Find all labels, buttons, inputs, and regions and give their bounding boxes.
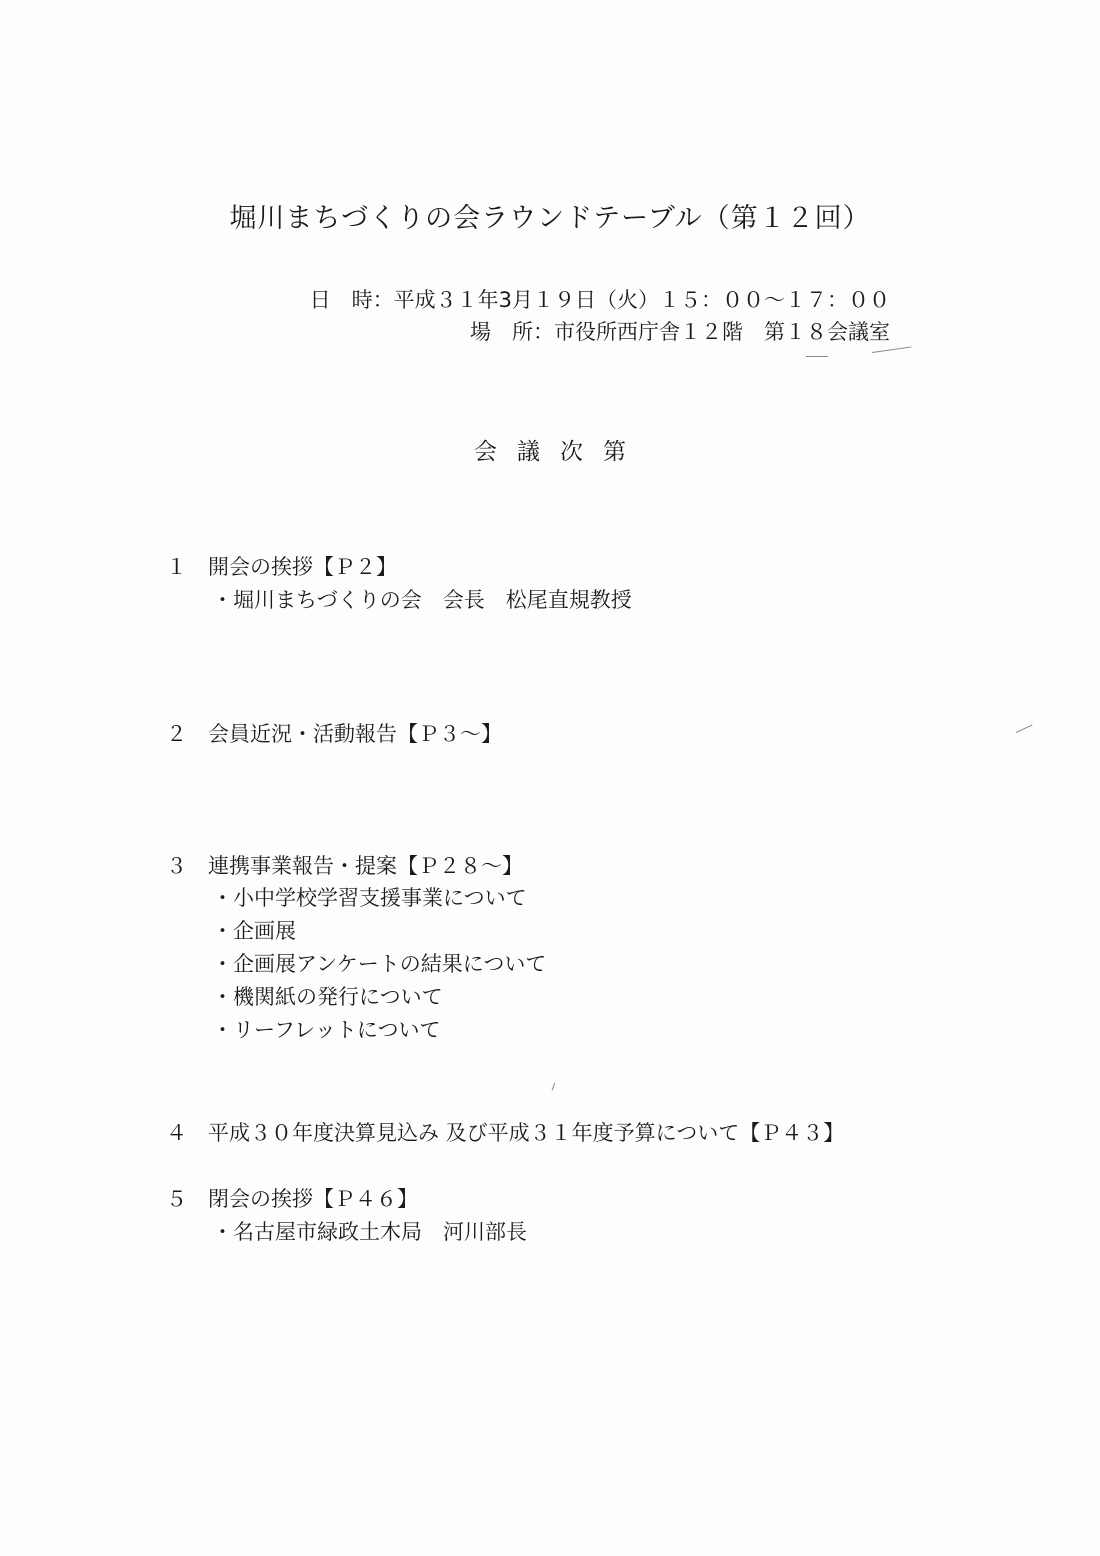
agenda-item-2	[166, 718, 502, 748]
agenda-subitem: ・企画展アンケートの結果について	[212, 952, 547, 976]
agenda-item-text: 平成３０年度決算見込み 及び平成３１年度予算について【Ｐ４３】	[208, 1121, 845, 1145]
agenda-item-text: 会員近況・活動報告【Ｐ３～】	[208, 722, 502, 746]
agenda-subitem: ・リーフレットについて	[212, 1018, 441, 1042]
agenda-heading: 会議次第	[474, 439, 646, 465]
agenda-item-text: 閉会の挨拶【Ｐ４６】	[208, 1187, 418, 1211]
agenda-item-number: ３	[166, 854, 187, 878]
agenda-item-1	[166, 551, 397, 581]
scan-mark	[552, 1083, 556, 1091]
agenda-item-4	[166, 1117, 844, 1147]
agenda-item-number: ２	[166, 722, 187, 746]
agenda-subitem: ・名古屋市緑政土木局 河川部長	[212, 1220, 527, 1244]
page-title: 堀川まちづくりの会ラウンドテーブル（第１２回）	[229, 203, 871, 234]
agenda-item-5	[166, 1183, 418, 1213]
meeting-place: 場 所：市役所西庁舎１２階 第１８会議室	[470, 320, 890, 344]
agenda-subitem: ・機関紙の発行について	[212, 985, 443, 1009]
agenda-item-text: 開会の挨拶【Ｐ２】	[208, 555, 397, 579]
agenda-item-number: １	[166, 555, 187, 579]
scan-mark	[806, 356, 828, 357]
agenda-subitem: ・堀川まちづくりの会 会長 松尾直規教授	[212, 588, 632, 612]
agenda-subitem: ・小中学校学習支援事業について	[212, 886, 527, 910]
agenda-subitem: ・企画展	[212, 919, 296, 943]
scan-mark	[1016, 724, 1033, 733]
agenda-item-number: ４	[166, 1121, 187, 1145]
meeting-datetime: 日 時：平成３１年3月１９日（火）１５：００～１７：００	[309, 288, 890, 312]
agenda-item-3	[166, 850, 523, 880]
agenda-item-number: ５	[166, 1187, 187, 1211]
agenda-item-text: 連携事業報告・提案【Ｐ２８～】	[208, 854, 523, 878]
scan-mark	[872, 346, 912, 353]
